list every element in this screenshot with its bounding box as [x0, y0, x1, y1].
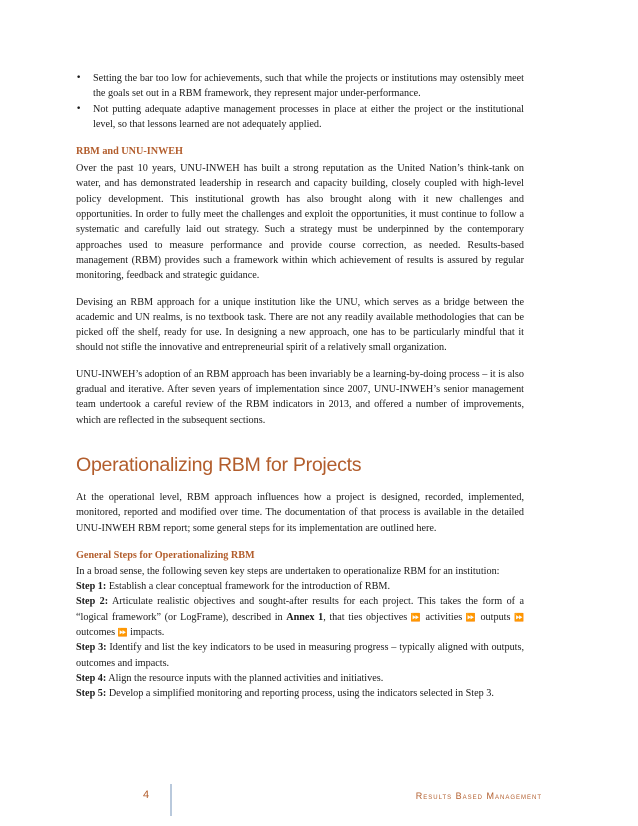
step-4: Step 4: Align the resource inputs with the planned activities and initiatives.: [76, 672, 384, 684]
list-item: • Not putting adequate adaptive management processes in place at either the project or the institutional level, so that lessons learned are not adequately applied.: [76, 103, 524, 130]
footer-title: Results Based Management: [415, 791, 542, 801]
section-subheading-steps: General Steps for Operationalizing RBM: [76, 549, 255, 561]
bullet-icon: •: [76, 103, 82, 114]
paragraph: At the operational level, RBM approach influences how a project is designed, recorded, implemented, monitored, reported and modified over time. The documentation of that process is available in the detailed UNU-INWEH RBM report; some general steps for its implementation are outlined here.: [76, 491, 524, 534]
page-number: 4: [143, 789, 150, 801]
bullet-icon: •: [76, 73, 82, 83]
section-subheading-rbm: RBM and UNU-INWEH: [76, 146, 183, 158]
arrow-icon: ⏩: [514, 612, 525, 622]
steps-intro: In a broad sense, the following seven key steps are undertaken to operationalize RBM for an institution:: [76, 565, 500, 577]
section-heading: Operationalizing RBM for Projects: [76, 453, 362, 476]
footer-divider: [170, 784, 172, 816]
paragraph: Over the past 10 years, UNU-INWEH has built a strong reputation as the United Nation’s think-tank on water, and has demonstrated leadership in research and capacity building, closely coupled with high-level policy development. This institutional growth has also brought along with it new challenges and opportunities. In order to fully meet the challenges and exploit the opportunities, it must continue to follow a systematic and carefully laid out strategy. Such a strategy must be underpinned by the contemporary approaches used to measure performance and provide course correction, as needed. Results-based management (RBM) provides such a framework within which achievement of results is assured by regular monitoring, feedback and strategic guidance.: [76, 163, 524, 282]
step-3: Step 3: Identify and list the key indicators to be used in measuring progress – typically aligned with outputs, outcomes and impacts.: [76, 642, 525, 669]
page-content: [76, 71, 524, 702]
paragraph: UNU-INWEH’s adoption of an RBM approach has been invariably be a learning-by-doing process – it is also gradual and iterative. After seven years of implementation since 2007, UNU-INWEH’s senior management team undertook a careful review of the RBM indicators in 2013, and offered a number of improvements, which are reflected in the subsequent sections.: [76, 368, 524, 426]
step-1: Step 1: Establish a clear conceptual framework for the introduction of RBM.: [76, 581, 391, 593]
paragraph: Devising an RBM approach for a unique institution like the UNU, which serves as a bridge between the academic and UN realms, is no textbook task. There are not any readily available methodologies that can be picked off the shelf, ready for use. In designing a new approach, one has to be particularly mindful that it should not stifle the innovative and entrepreneurial spirit of a relatively small organization.: [76, 296, 524, 354]
step-5: Step 5: Develop a simplified monitoring and reporting process, using the indicators selected in Step 3.: [76, 688, 494, 700]
bullet-list: [76, 71, 524, 132]
list-item: • Setting the bar too low for achievements, such that while the projects or institutions may ostensibly meet the goals set out in a RBM framework, they represent major under-performance.: [76, 73, 524, 100]
arrow-icon: ⏩: [465, 612, 477, 622]
annex-reference: Annex 1: [286, 611, 324, 623]
step-2: Step 2: Articulate realistic objectives and sought-after results for each project. This takes the form of a “logical framework” (or LogFrame), described in Annex 1, that ties objectives ⏩ activities ⏩ outputs ⏩ outcomes ⏩ impacts.: [76, 596, 525, 639]
page-footer: [0, 780, 638, 820]
arrow-icon: ⏩: [117, 628, 128, 638]
arrow-icon: ⏩: [410, 612, 422, 622]
